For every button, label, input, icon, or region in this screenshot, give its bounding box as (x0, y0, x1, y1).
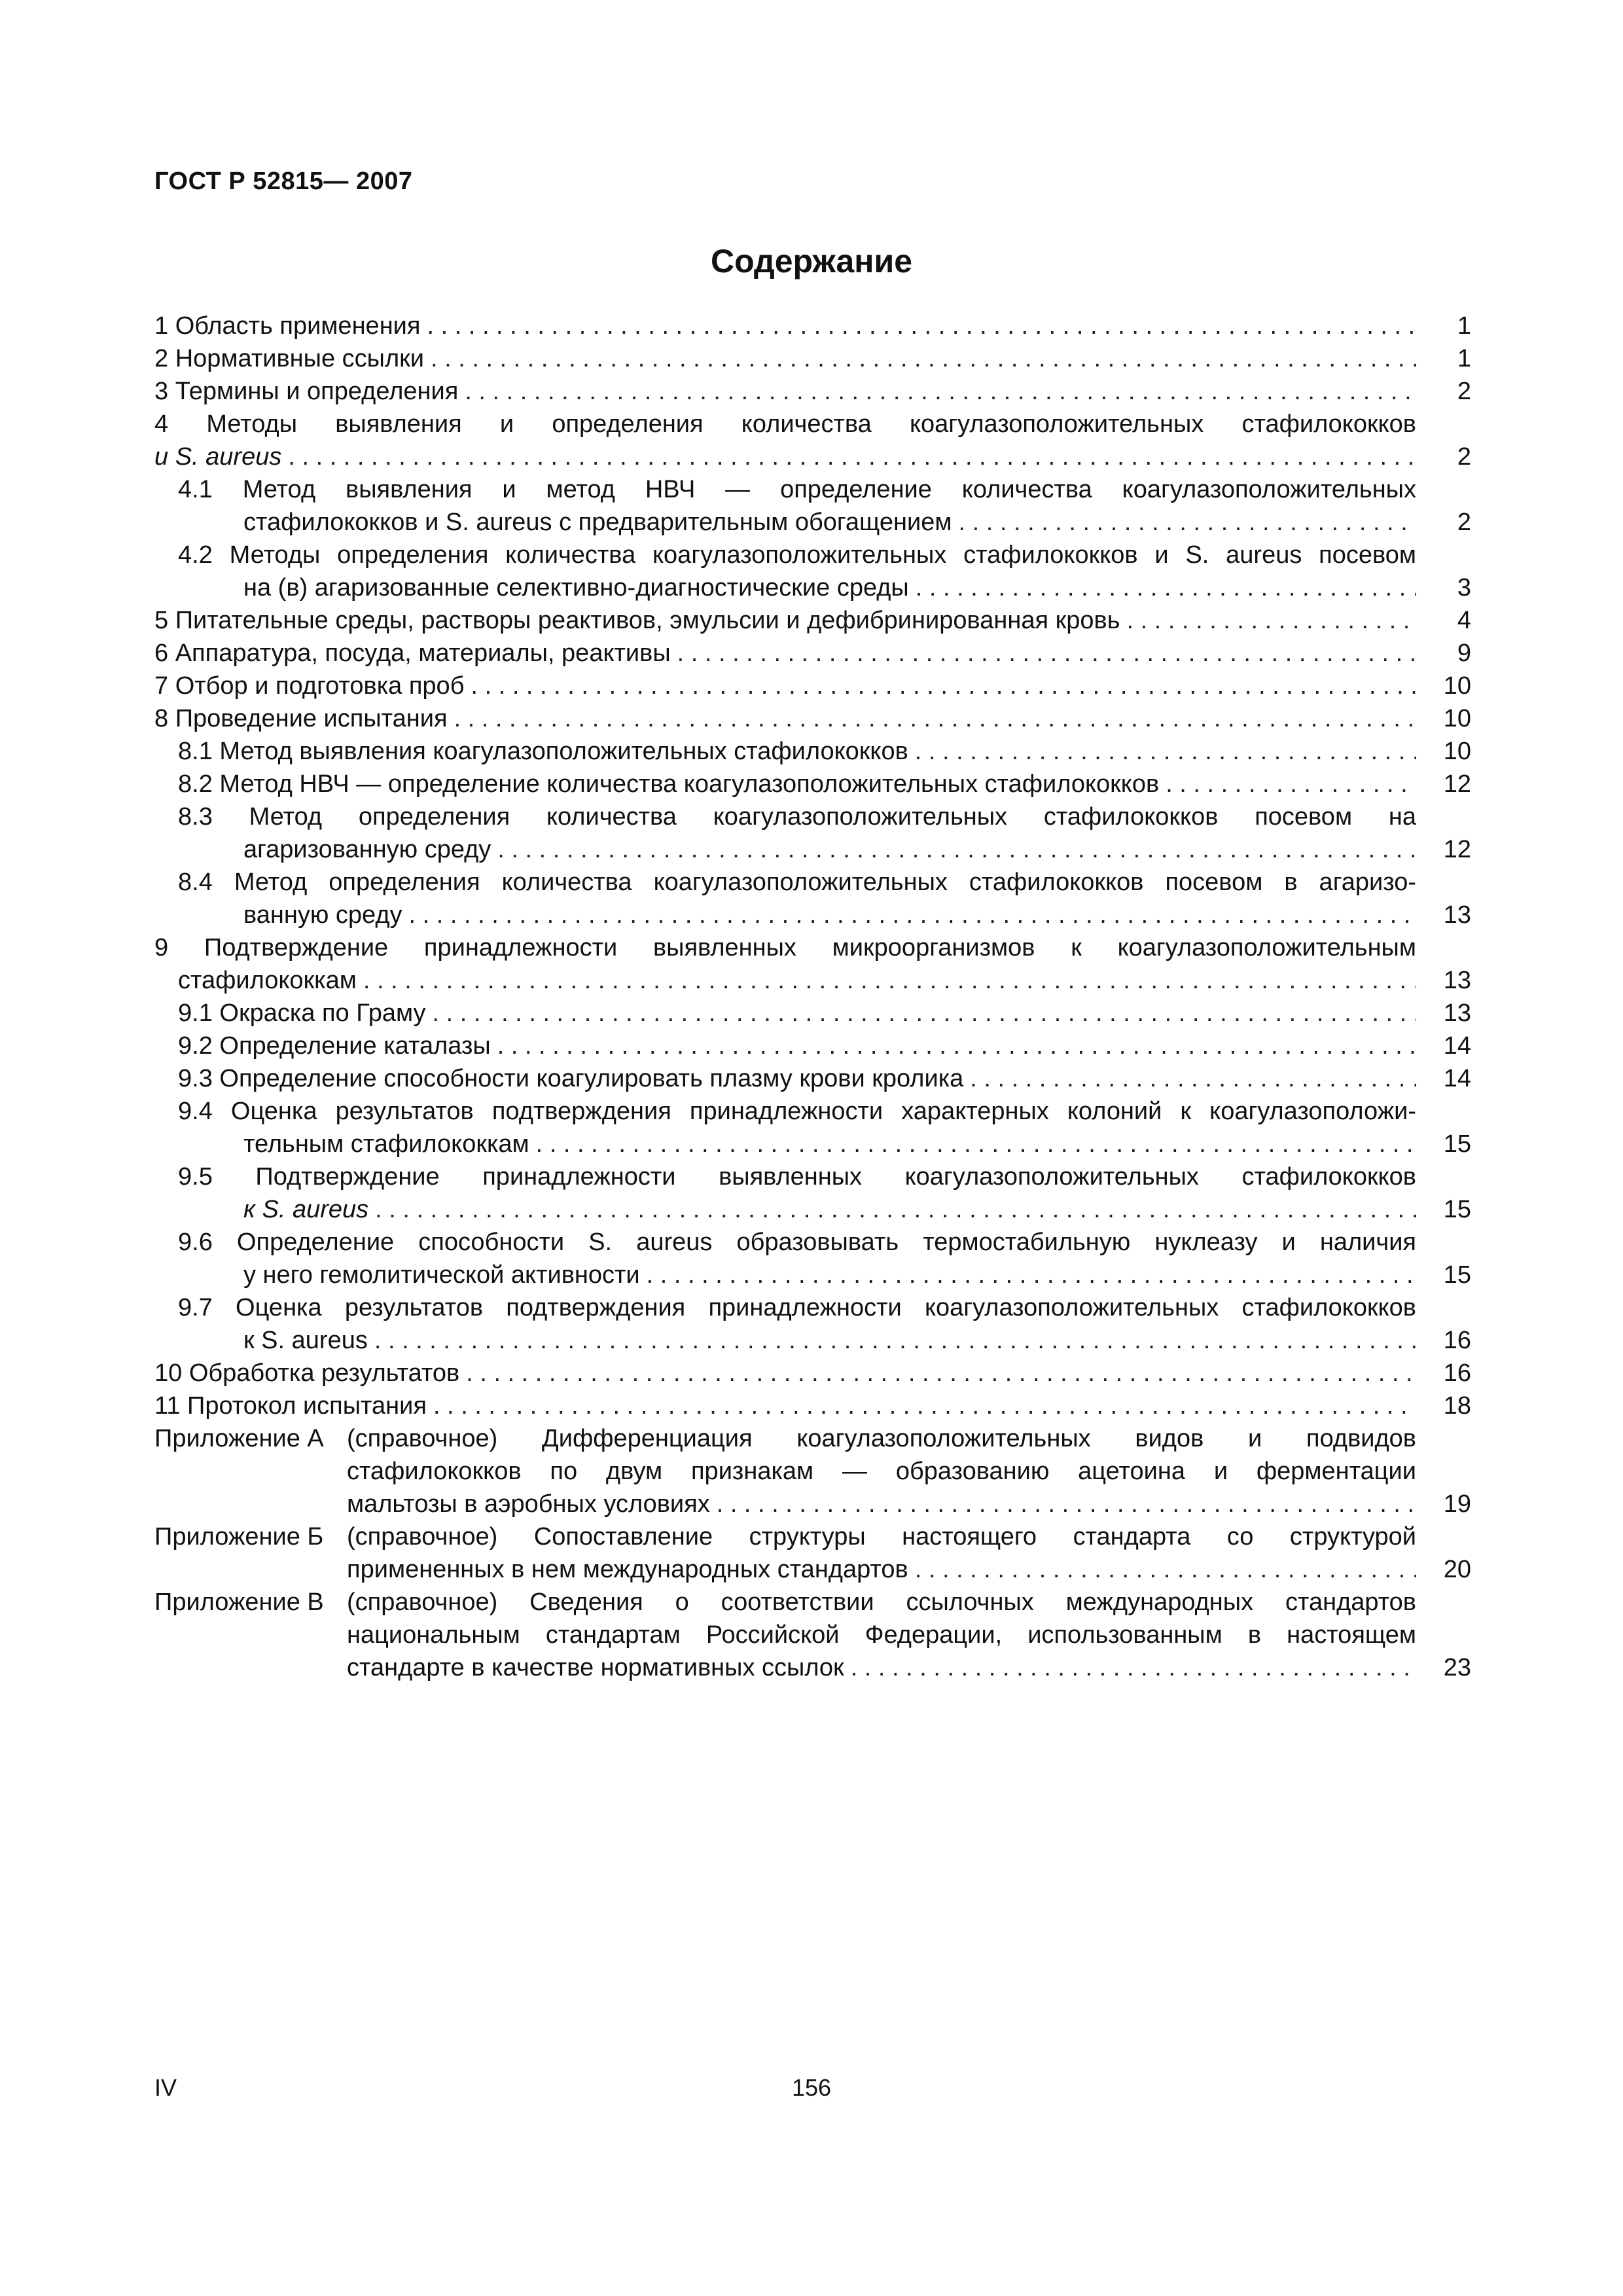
toc-entry-text: и S. aureus (154, 443, 282, 471)
toc-entry-text: на (в) агаризованные селективно-диагностические среды (243, 574, 909, 601)
toc-entry-text: (справочное) Дифференциация коагулазоположительных видов и подвидов (347, 1425, 1416, 1452)
toc-page-number: 20 (1443, 1556, 1471, 1583)
dot-leader (427, 1390, 1416, 1422)
toc-entry[interactable] (154, 1160, 1471, 1226)
toc-entry[interactable] (154, 702, 1471, 735)
toc-entry-text: стафилококков по двум признакам — образованию ацетоина и ферментации (347, 1458, 1416, 1485)
toc-page-number: 13 (1443, 967, 1471, 994)
toc-page-number: 12 (1443, 770, 1471, 798)
toc-entry[interactable] (154, 670, 1471, 702)
toc-appendix-entry[interactable] (154, 1422, 1471, 1520)
toc-entry-text: 8.2 Метод НВЧ — определение количества коагулазоположительных стафилококков (178, 770, 1160, 798)
toc-entry-text: 8.1 Метод выявления коагулазоположительных стафилококков (178, 738, 908, 765)
toc-entry-text: к S. aureus (243, 1327, 368, 1354)
toc-entry[interactable] (154, 800, 1471, 866)
toc-entry[interactable] (154, 1095, 1471, 1160)
toc-entry[interactable] (154, 866, 1471, 931)
toc-page-number: 18 (1443, 1392, 1471, 1420)
toc-entry[interactable] (154, 539, 1471, 604)
toc-entry-text: 8 Проведение испытания (154, 705, 448, 732)
toc-entry-text: 4.1 Метод выявления и метод НВЧ — определение количества коагулазоположительных (178, 476, 1416, 503)
toc-entry-text: 5 Питательные среды, растворы реактивов, эмульсии и дефибринированная кровь (154, 607, 1120, 634)
dot-leader (1159, 768, 1416, 800)
toc-entry-text: у него гемолитической активности (243, 1261, 640, 1289)
toc-entry[interactable] (154, 637, 1471, 670)
toc-entry-text: 9.2 Определение каталазы (178, 1032, 491, 1060)
toc-entry-text: стандарте в качестве нормативных ссылок (347, 1654, 844, 1681)
toc-page-number: 4 (1457, 607, 1471, 634)
dot-leader (640, 1259, 1416, 1291)
toc-page-number: 10 (1443, 672, 1471, 700)
dot-leader (710, 1488, 1416, 1520)
document-header: ГОСТ Р 52815— 2007 (154, 168, 413, 195)
dot-leader (952, 506, 1417, 539)
dot-leader (459, 1357, 1416, 1390)
dot-leader (464, 670, 1416, 702)
toc-entry-text: 2 Нормативные ссылки (154, 345, 424, 372)
toc-entry-text: 9.3 Определение способности коагулировать плазму крови кролика (178, 1065, 964, 1092)
dot-leader (908, 1553, 1416, 1586)
toc-entry[interactable] (154, 473, 1471, 539)
toc-page-number: 14 (1443, 1032, 1471, 1060)
toc-appendix-entry[interactable] (154, 1520, 1471, 1586)
toc-entry-text: 6 Аппаратура, посуда, материалы, реактивы (154, 639, 671, 667)
toc-entry-text: 10 Обработка результатов (154, 1359, 460, 1387)
dot-leader (448, 702, 1416, 735)
dot-leader (529, 1128, 1416, 1160)
dot-leader (368, 1324, 1416, 1357)
toc-page-number: 2 (1457, 443, 1471, 471)
toc-entry[interactable] (154, 375, 1471, 408)
toc-entry[interactable] (154, 408, 1471, 473)
dot-leader (909, 571, 1416, 604)
appendix-label: Приложение В (154, 1588, 324, 1616)
appendix-label: Приложение А (154, 1425, 324, 1452)
dot-leader (908, 735, 1416, 768)
toc-entry[interactable] (154, 604, 1471, 637)
toc-page-number: 10 (1443, 738, 1471, 765)
toc-entry-text: тельным стафилококкам (243, 1130, 529, 1158)
toc-entry-text: к S. aureus (243, 1196, 369, 1223)
dot-leader (402, 899, 1416, 931)
dot-leader (420, 310, 1416, 342)
toc-entry-text: (справочное) Сведения о соответствии ссылочных международных стандартов (347, 1588, 1416, 1616)
toc-entry-text: 7 Отбор и подготовка проб (154, 672, 465, 700)
dot-leader (671, 637, 1416, 670)
dot-leader (491, 1030, 1416, 1062)
toc-entry[interactable] (154, 342, 1471, 375)
toc-entry-text: 9.6 Определение способности S. aureus образовывать термостабильную нуклеазу и наличия (178, 1229, 1416, 1256)
toc-entry-text: 9 Подтверждение принадлежности выявленных микроорганизмов к коагулазоположительным (154, 934, 1416, 961)
appendix-label: Приложение Б (154, 1523, 324, 1551)
toc-entry[interactable] (154, 1357, 1471, 1390)
toc-entry-text: 4 Методы выявления и определения количества коагулазоположительных стафилококков (154, 410, 1416, 438)
toc-page-number: 1 (1457, 312, 1471, 340)
toc-entry-text: 9.5 Подтверждение принадлежности выявленных коагулазоположительных стафилококков (178, 1163, 1416, 1191)
toc-page-number: 15 (1443, 1130, 1471, 1158)
dot-leader (368, 1193, 1416, 1226)
dot-leader (357, 964, 1416, 997)
toc-entry-text: мальтозы в аэробных условиях (347, 1490, 710, 1518)
toc-page-number: 15 (1443, 1261, 1471, 1289)
toc-entry-text: 11 Протокол испытания (154, 1392, 427, 1420)
toc-page-number: 12 (1443, 836, 1471, 863)
toc-entry-text: стафилококков и S. aureus с предварительным обогащением (243, 509, 952, 536)
toc-entry-text: 4.2 Методы определения количества коагулазоположительных стафилококков и S. aureus посевом (178, 541, 1416, 569)
table-of-contents (154, 310, 1471, 1684)
toc-entry-text: 1 Область применения (154, 312, 421, 340)
footer-page-number: 156 (791, 2074, 832, 2101)
toc-page-number: 14 (1443, 1065, 1471, 1092)
toc-entry-text: стафилококкам (178, 967, 357, 994)
dot-leader (844, 1651, 1416, 1684)
toc-page-number: 19 (1443, 1490, 1471, 1518)
dot-leader (963, 1062, 1416, 1095)
dot-leader (1120, 604, 1417, 637)
toc-page-number: 10 (1443, 705, 1471, 732)
toc-entry-text: (справочное) Сопоставление структуры настоящего стандарта со структурой (347, 1523, 1416, 1551)
toc-page-number: 3 (1457, 574, 1471, 601)
dot-leader (458, 375, 1416, 408)
toc-page-number: 2 (1457, 509, 1471, 536)
toc-entry-text: 3 Термины и определения (154, 378, 459, 405)
footer-roman-page: IV (154, 2074, 177, 2101)
dot-leader (281, 440, 1416, 473)
toc-appendix-entry[interactable] (154, 1586, 1471, 1684)
dot-leader (424, 342, 1416, 375)
toc-page-number: 13 (1443, 999, 1471, 1027)
toc-entry-text: примененных в нем международных стандартов (347, 1556, 908, 1583)
toc-entry-text: 8.3 Метод определения количества коагулазоположительных стафилококков посевом на (178, 803, 1416, 831)
toc-entry-text: 9.1 Окраска по Граму (178, 999, 426, 1027)
dot-leader (491, 833, 1416, 866)
toc-entry-text: ванную среду (243, 901, 402, 929)
toc-entry-text: 9.4 Оценка результатов подтверждения принадлежности характерных колоний к коагулазоположи- (178, 1098, 1416, 1125)
toc-entry-text: агаризованную среду (243, 836, 491, 863)
toc-entry-text: 9.7 Оценка результатов подтверждения принадлежности коагулазоположительных стафилококков (178, 1294, 1416, 1321)
toc-page-number: 23 (1443, 1654, 1471, 1681)
contents-title: Содержание (710, 243, 913, 279)
toc-page-number: 15 (1443, 1196, 1471, 1223)
toc-entry[interactable] (154, 1390, 1471, 1422)
toc-page-number: 13 (1443, 901, 1471, 929)
toc-entry[interactable] (154, 768, 1471, 800)
toc-entry[interactable] (154, 997, 1471, 1030)
toc-page-number: 9 (1457, 639, 1471, 667)
toc-entry[interactable] (154, 931, 1471, 997)
toc-entry[interactable] (154, 735, 1471, 768)
toc-entry-text: 8.4 Метод определения количества коагулазоположительных стафилококков посевом в агаризо- (178, 869, 1416, 896)
toc-page-number: 16 (1443, 1327, 1471, 1354)
toc-page-number: 2 (1457, 378, 1471, 405)
toc-entry[interactable] (154, 310, 1471, 342)
toc-page-number: 1 (1457, 345, 1471, 372)
toc-page-number: 16 (1443, 1359, 1471, 1387)
toc-entry[interactable] (154, 1062, 1471, 1095)
toc-entry[interactable] (154, 1226, 1471, 1291)
toc-entry[interactable] (154, 1030, 1471, 1062)
dot-leader (426, 997, 1416, 1030)
toc-entry-text: национальным стандартам Российской Федерации, использованным в настоящем (347, 1621, 1416, 1649)
toc-entry[interactable] (154, 1291, 1471, 1357)
